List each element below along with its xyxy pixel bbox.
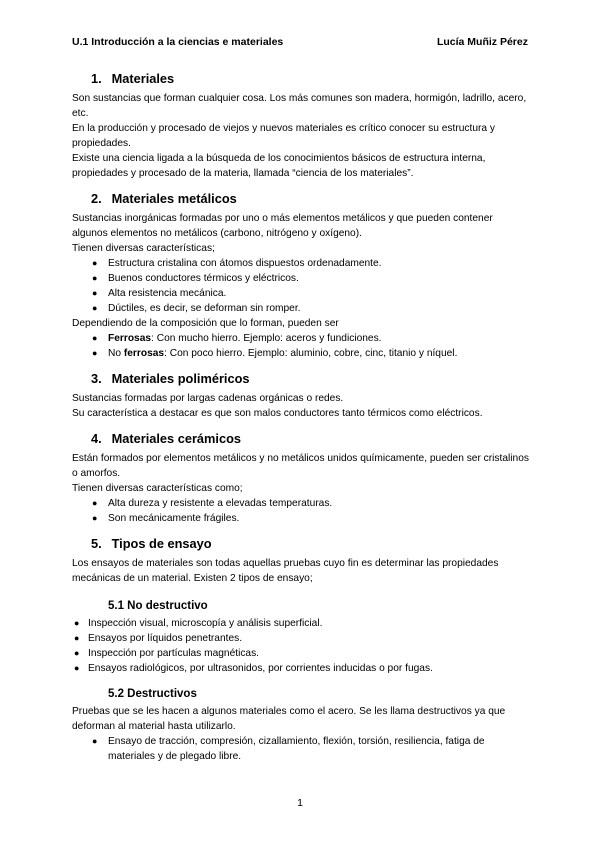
paragraph: Son sustancias que forman cualquier cosa. Los más comunes son madera, hormigón, ladrillo, acero, etc.	[72, 93, 527, 119]
list-item: ● Dúctiles, es decir, se deforman sin romper.	[92, 303, 301, 314]
list-item: ● Alta resistencia mecánica.	[92, 288, 227, 299]
section-heading: 2. Materiales metálicos	[91, 191, 237, 206]
paragraph: En la producción y procesado de viejos y nuevos materiales es crítico conocer su estructura y propiedades.	[72, 123, 495, 149]
section-tipos-de-ensayo	[72, 535, 530, 764]
bullet-icon: ●	[92, 258, 98, 268]
paragraph: Sustancias inorgánicas formadas por uno o más elementos metálicos y que pueden contener algunos elementos no metálicos (carbono, nitrógeno y oxígeno).	[72, 213, 493, 239]
list-item: ● Alta dureza y resistente a elevadas temperaturas.	[92, 498, 333, 509]
list-item: ● Son mecánicamente frágiles.	[92, 513, 240, 524]
list-item: ● Ensayos por líquidos penetrantes.	[74, 633, 243, 644]
bullet-list	[72, 616, 530, 676]
list-item: ● Buenos conductores térmicos y eléctricos.	[92, 273, 299, 284]
paragraph: Existe una ciencia ligada a la búsqueda de los conocimientos básicos de estructura interna, propiedades y procesado de la materia, llamada “ciencia de los materiales”.	[72, 153, 486, 179]
paragraph: Sustancias formadas por largas cadenas orgánicas o redes.	[72, 393, 344, 404]
paragraph: Tienen diversas características como;	[72, 483, 243, 494]
section-heading: 4. Materiales cerámicos	[91, 431, 242, 446]
bullet-icon: ●	[92, 513, 98, 523]
paragraph: Dependiendo de la composición que lo forman, pueden ser	[72, 318, 339, 329]
bullet-icon: ●	[92, 498, 98, 508]
subsection-heading: 5.2 Destructivos	[108, 688, 197, 700]
bullet-icon: ●	[92, 333, 98, 343]
paragraph: Tienen diversas características;	[72, 243, 215, 254]
list-item: ● Ferrosas: Con mucho hierro. Ejemplo: aceros y fundiciones.	[92, 333, 382, 344]
bullet-icon: ●	[92, 348, 98, 358]
paragraph: Pruebas que se les hacen a algunos materiales como el acero. Se les llama destructivos ya que deforman al material hasta utilizarlo.	[72, 706, 506, 732]
header-title: U.1 Introducción a la ciencias e materiales	[72, 36, 284, 48]
list-item: ● Ensayo de tracción, compresión, cizallamiento, flexión, torsión, resiliencia, fatiga de materiales y de plegado libre.	[92, 736, 485, 762]
bullet-icon: ●	[92, 303, 98, 313]
section-heading: 5. Tipos de ensayo	[91, 536, 212, 551]
section-materiales-ceramicos	[72, 430, 530, 526]
bullet-icon: ●	[74, 618, 80, 628]
list-item: ● Inspección visual, microscopía y análisis superficial.	[74, 618, 323, 629]
bullet-list	[72, 331, 530, 361]
list-item: ● No ferrosas: Con poco hierro. Ejemplo: aluminio, cobre, cinc, titanio y níquel.	[92, 348, 458, 359]
section-materiales-metalicos	[72, 190, 530, 361]
subsection-heading: 5.1 No destructivo	[108, 600, 208, 612]
paragraph: Su característica a destacar es que son malos conductores tanto térmicos como eléctricos.	[72, 408, 483, 419]
bullet-icon: ●	[92, 288, 98, 298]
bullet-list	[72, 256, 530, 316]
list-item: ● Ensayos radiológicos, por ultrasonidos, por corrientes inducidas o por fugas.	[74, 663, 433, 674]
header-author: Lucía Muñiz Pérez	[436, 36, 528, 48]
section-materiales-polimericos	[72, 370, 530, 421]
page-header	[72, 36, 528, 48]
list-item: ● Inspección por partículas magnéticas.	[74, 648, 260, 659]
bullet-icon: ●	[74, 633, 80, 643]
paragraph: Están formados por elementos metálicos y no metálicos unidos químicamente, pueden ser cristalinos o amorfos.	[72, 453, 529, 479]
bullet-icon: ●	[92, 273, 98, 283]
page-number: 1	[297, 797, 303, 809]
bullet-icon: ●	[92, 736, 98, 746]
paragraph: Los ensayos de materiales son todas aquellas pruebas cuyo fin es determinar las propiedades mecánicas de un material. Existen 2 tipos de ensayo;	[72, 558, 499, 584]
list-item: ● Estructura cristalina con átomos dispuestos ordenadamente.	[92, 258, 382, 269]
page-content	[72, 70, 530, 773]
bullet-list	[72, 734, 530, 764]
section-materiales	[72, 70, 530, 181]
section-heading: 1. Materiales	[91, 71, 175, 86]
bullet-list	[72, 496, 530, 526]
section-heading: 3. Materiales poliméricos	[91, 371, 250, 386]
bullet-icon: ●	[74, 648, 80, 658]
bullet-icon: ●	[74, 663, 80, 673]
